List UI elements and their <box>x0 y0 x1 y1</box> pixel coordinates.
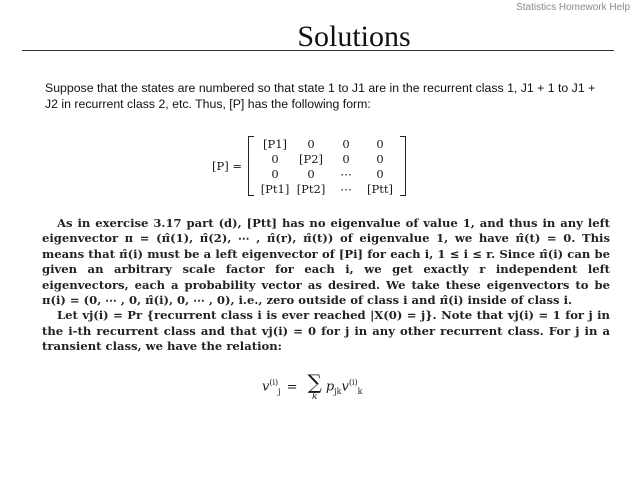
sum-sign: ∑ <box>307 370 322 394</box>
matrix-cell: [Pt2] <box>296 181 326 196</box>
matrix-cell: 0 <box>342 136 350 151</box>
slide-title: Solutions <box>297 20 411 53</box>
matrix-cell: 0 <box>342 151 350 166</box>
matrix-equation <box>212 136 406 196</box>
matrix-cell: 0 <box>376 151 384 166</box>
matrix-grid <box>254 137 400 196</box>
solution-body <box>42 216 610 355</box>
paragraph-recurrence: Let vj(i) = Pr {recurrent class i is ever reached |X(0) = j}. Note that vj(i) = 1 for j in the i-th recurrent class and that vj(i) = 0 for j in any other recurrent class. For j in a transient class, we have the relation: <box>42 308 610 354</box>
matrix-lhs: [P] = <box>212 159 243 173</box>
site-label: Statistics Homework Help <box>516 2 630 13</box>
matrix-cell: [P1] <box>263 136 288 151</box>
summation <box>308 372 322 402</box>
paragraph-eigenvectors: As in exercise 3.17 part (d), [Ptt] has no eigenvalue of value 1, and thus in any left eigenvector π = (π̂(1), π̂(2), ⋯ , π̂(r), π̂(t)) of eigenvalue 1, we have π̂(t) = 0. This means that π̂(i) must be a left eigenvector of [Pi] for each i, 1 ≤ i ≤ r. Since π̂(i) can be given an arbitrary scale factor for each i, we get exactly r independent left eigenvectors, each a probability vector as desired. We take these eigenvectors to be π(i) = (0, ⋯ , 0, π̂(i), 0, ⋯ , 0), i.e., zero outside of class i and π̂(i) inside of class i. <box>42 216 610 308</box>
relation-formula <box>262 372 363 402</box>
matrix-cell: [Pt1] <box>260 181 290 196</box>
matrix-right-bracket <box>400 136 406 196</box>
intro-paragraph: Suppose that the states are numbered so that state 1 to J1 are in the recurrent class 1, J1 + 1 to J1 + J2 in recurrent class 2, etc. Thus, [P] has the following form: <box>45 81 596 111</box>
matrix-cell: [P2] <box>299 151 324 166</box>
sum-index: k <box>311 392 318 402</box>
matrix-cell: [Ptt] <box>367 181 393 196</box>
matrix-cell: 0 <box>376 166 384 181</box>
matrix-cell: 0 <box>271 166 279 181</box>
formula-equals: = <box>286 379 298 395</box>
matrix-cell: 0 <box>376 136 384 151</box>
formula-term: $p_{jk}v^{(i)}_k$ <box>325 378 363 396</box>
matrix-cell: ⋯ <box>340 181 352 196</box>
title-divider <box>22 50 614 51</box>
formula-lhs: $v^{(i)}_j$ <box>262 378 281 396</box>
matrix-cell: ⋯ <box>340 166 352 181</box>
matrix-cell: 0 <box>307 166 315 181</box>
matrix-cell: 0 <box>307 136 315 151</box>
matrix-cell: 0 <box>271 151 279 166</box>
